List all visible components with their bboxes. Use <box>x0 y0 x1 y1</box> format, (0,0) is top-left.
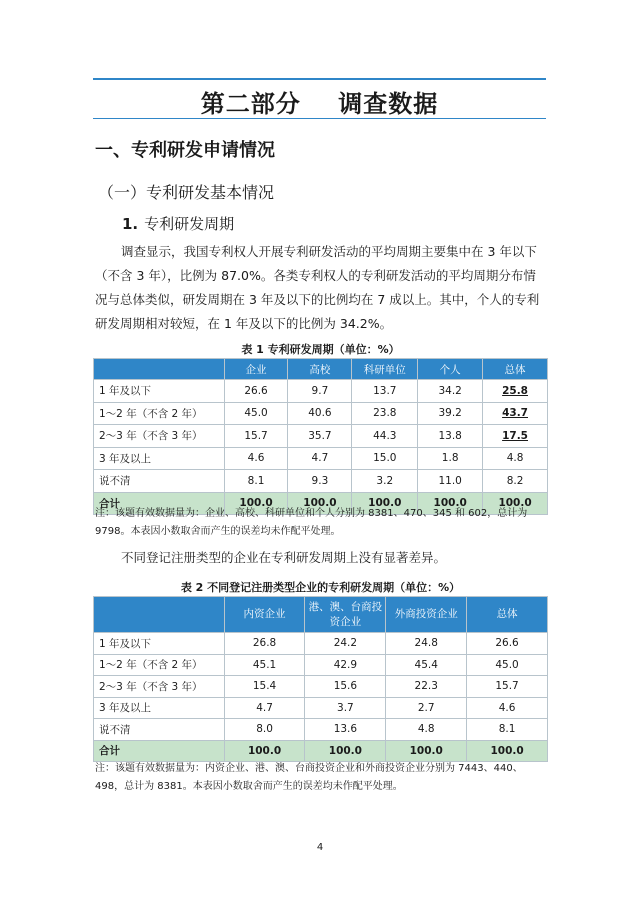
table-cell: 22.3 <box>386 676 467 698</box>
item-heading <box>122 213 234 234</box>
table-row <box>94 447 548 470</box>
body-paragraph-2: 不同登记注册类型的企业在专利研发周期上没有显著差异。 <box>121 550 447 565</box>
row-label: 1～2 年（不含 2 年） <box>94 654 225 676</box>
table1-header-row <box>94 359 548 380</box>
table-cell: 35.7 <box>288 425 352 448</box>
table-cell: 13.7 <box>352 380 418 403</box>
row-label: 合计 <box>94 740 225 762</box>
table-cell: 24.2 <box>305 633 386 655</box>
table-cell: 9.7 <box>288 380 352 403</box>
table-cell: 23.8 <box>352 402 418 425</box>
table-cell: 34.2 <box>418 380 483 403</box>
title-rule-bottom <box>93 118 546 119</box>
table-cell: 15.7 <box>224 425 288 448</box>
table-cell: 26.6 <box>467 633 548 655</box>
table-cell: 13.8 <box>418 425 483 448</box>
table-cell: 8.2 <box>483 470 548 493</box>
table2-caption: 表 2 不同登记注册类型企业的专利研发周期（单位：%） <box>180 581 461 594</box>
table2-header-cell: 总体 <box>467 597 548 633</box>
table-cell: 40.6 <box>288 402 352 425</box>
table-cell: 4.8 <box>483 447 548 470</box>
table2-header-row <box>94 597 548 633</box>
table-cell: 26.6 <box>224 380 288 403</box>
table-cell: 11.0 <box>418 470 483 493</box>
table-row <box>94 402 548 425</box>
table-cell: 24.8 <box>386 633 467 655</box>
table1-header-cell: 高校 <box>288 359 352 380</box>
table-cell: 1.8 <box>418 447 483 470</box>
table-cell: 100.0 <box>467 740 548 762</box>
body-paragraph-1: 调查显示，我国专利权人开展专利研发活动的平均周期主要集中在 3 年以下（不含 3 年），比例为 87.0%。各类专利权人的专利研发活动的平均周期分布情况与总体类似，研发周期在 3 年及以下的比例均在 7 成以上。其中，个人的专利研发周期相对较短，在 1 年及以下的比例为 34.2%。 <box>95 244 540 331</box>
table-cell: 42.9 <box>305 654 386 676</box>
table2-note: 注：该题有效数据量为：内资企业、港、澳、台商投资企业和外商投资企业分别为 7443、440、498，总计为 8381。本表因小数取舍而产生的误差均未作配平处理。 <box>95 763 523 792</box>
table-cell: 15.7 <box>467 676 548 698</box>
row-label: 2～3 年（不含 3 年） <box>94 425 225 448</box>
table-cell: 45.4 <box>386 654 467 676</box>
table2-header-corner <box>94 597 225 633</box>
section-heading: 一、专利研发申请情况 <box>95 140 275 161</box>
table-cell: 45.0 <box>224 402 288 425</box>
table1-note: 注：该题有效数据量为：企业、高校、科研单位和个人分别为 8381、470、345 和 602，总计为 9798。本表因小数取舍而产生的误差均未作配平处理。 <box>95 508 528 537</box>
table2 <box>93 596 548 762</box>
table-cell: 4.6 <box>467 697 548 719</box>
table-cell: 100.0 <box>483 492 548 515</box>
table-cell: 13.6 <box>305 719 386 741</box>
title-rule-top <box>93 78 546 80</box>
table-row <box>94 425 548 448</box>
table-cell: 100.0 <box>352 492 418 515</box>
table1-header-cell: 科研单位 <box>352 359 418 380</box>
table-row <box>94 633 548 655</box>
table-cell-highlight: 43.7 <box>483 402 548 425</box>
table-cell: 3.7 <box>305 697 386 719</box>
table-cell: 2.7 <box>386 697 467 719</box>
item-number: 1. <box>122 215 139 233</box>
table1-header-corner <box>94 359 225 380</box>
table-cell: 100.0 <box>224 492 288 515</box>
table-cell: 100.0 <box>418 492 483 515</box>
table-cell-highlight: 17.5 <box>483 425 548 448</box>
table-cell: 8.1 <box>224 470 288 493</box>
row-label: 合计 <box>94 492 225 515</box>
row-label: 说不清 <box>94 470 225 493</box>
table-cell: 3.2 <box>352 470 418 493</box>
row-label: 3 年及以上 <box>94 697 225 719</box>
row-label: 1～2 年（不含 2 年） <box>94 402 225 425</box>
row-label: 2～3 年（不含 3 年） <box>94 676 225 698</box>
table-row <box>94 654 548 676</box>
table-row <box>94 697 548 719</box>
table-cell: 15.4 <box>224 676 305 698</box>
row-label: 1 年及以下 <box>94 633 225 655</box>
row-label: 1 年及以下 <box>94 380 225 403</box>
table-cell: 45.0 <box>467 654 548 676</box>
table-row <box>94 470 548 493</box>
table1-header-cell: 总体 <box>483 359 548 380</box>
table-cell: 8.1 <box>467 719 548 741</box>
table1 <box>93 358 548 515</box>
table-cell: 4.7 <box>288 447 352 470</box>
table-cell-highlight: 25.8 <box>483 380 548 403</box>
table-cell: 4.8 <box>386 719 467 741</box>
part-title: 第二部分 调查数据 <box>200 90 439 118</box>
subsection-heading: （一）专利研发基本情况 <box>98 183 275 202</box>
table-cell: 45.1 <box>224 654 305 676</box>
table-row <box>94 719 548 741</box>
table2-header-cell: 外商投资企业 <box>386 597 467 633</box>
table-total-row <box>94 740 548 762</box>
row-label: 3 年及以上 <box>94 447 225 470</box>
table1-header-cell: 企业 <box>224 359 288 380</box>
table2-header-cell: 港、澳、台商投资企业 <box>305 597 386 633</box>
page-number: 4 <box>316 842 324 853</box>
table2-header-cell: 内资企业 <box>224 597 305 633</box>
table-cell: 4.6 <box>224 447 288 470</box>
table1-header-cell: 个人 <box>418 359 483 380</box>
table-cell: 44.3 <box>352 425 418 448</box>
table-row <box>94 676 548 698</box>
table-cell: 9.3 <box>288 470 352 493</box>
table-cell: 15.0 <box>352 447 418 470</box>
table-cell: 100.0 <box>288 492 352 515</box>
table-cell: 39.2 <box>418 402 483 425</box>
table-cell: 15.6 <box>305 676 386 698</box>
table-cell: 100.0 <box>305 740 386 762</box>
row-label: 说不清 <box>94 719 225 741</box>
table-cell: 100.0 <box>386 740 467 762</box>
table-cell: 100.0 <box>224 740 305 762</box>
table-cell: 4.7 <box>224 697 305 719</box>
table1-caption: 表 1 专利研发周期（单位：%） <box>241 343 400 356</box>
table-row <box>94 380 548 403</box>
table-cell: 8.0 <box>224 719 305 741</box>
item-title: 专利研发周期 <box>144 215 235 233</box>
table-cell: 26.8 <box>224 633 305 655</box>
